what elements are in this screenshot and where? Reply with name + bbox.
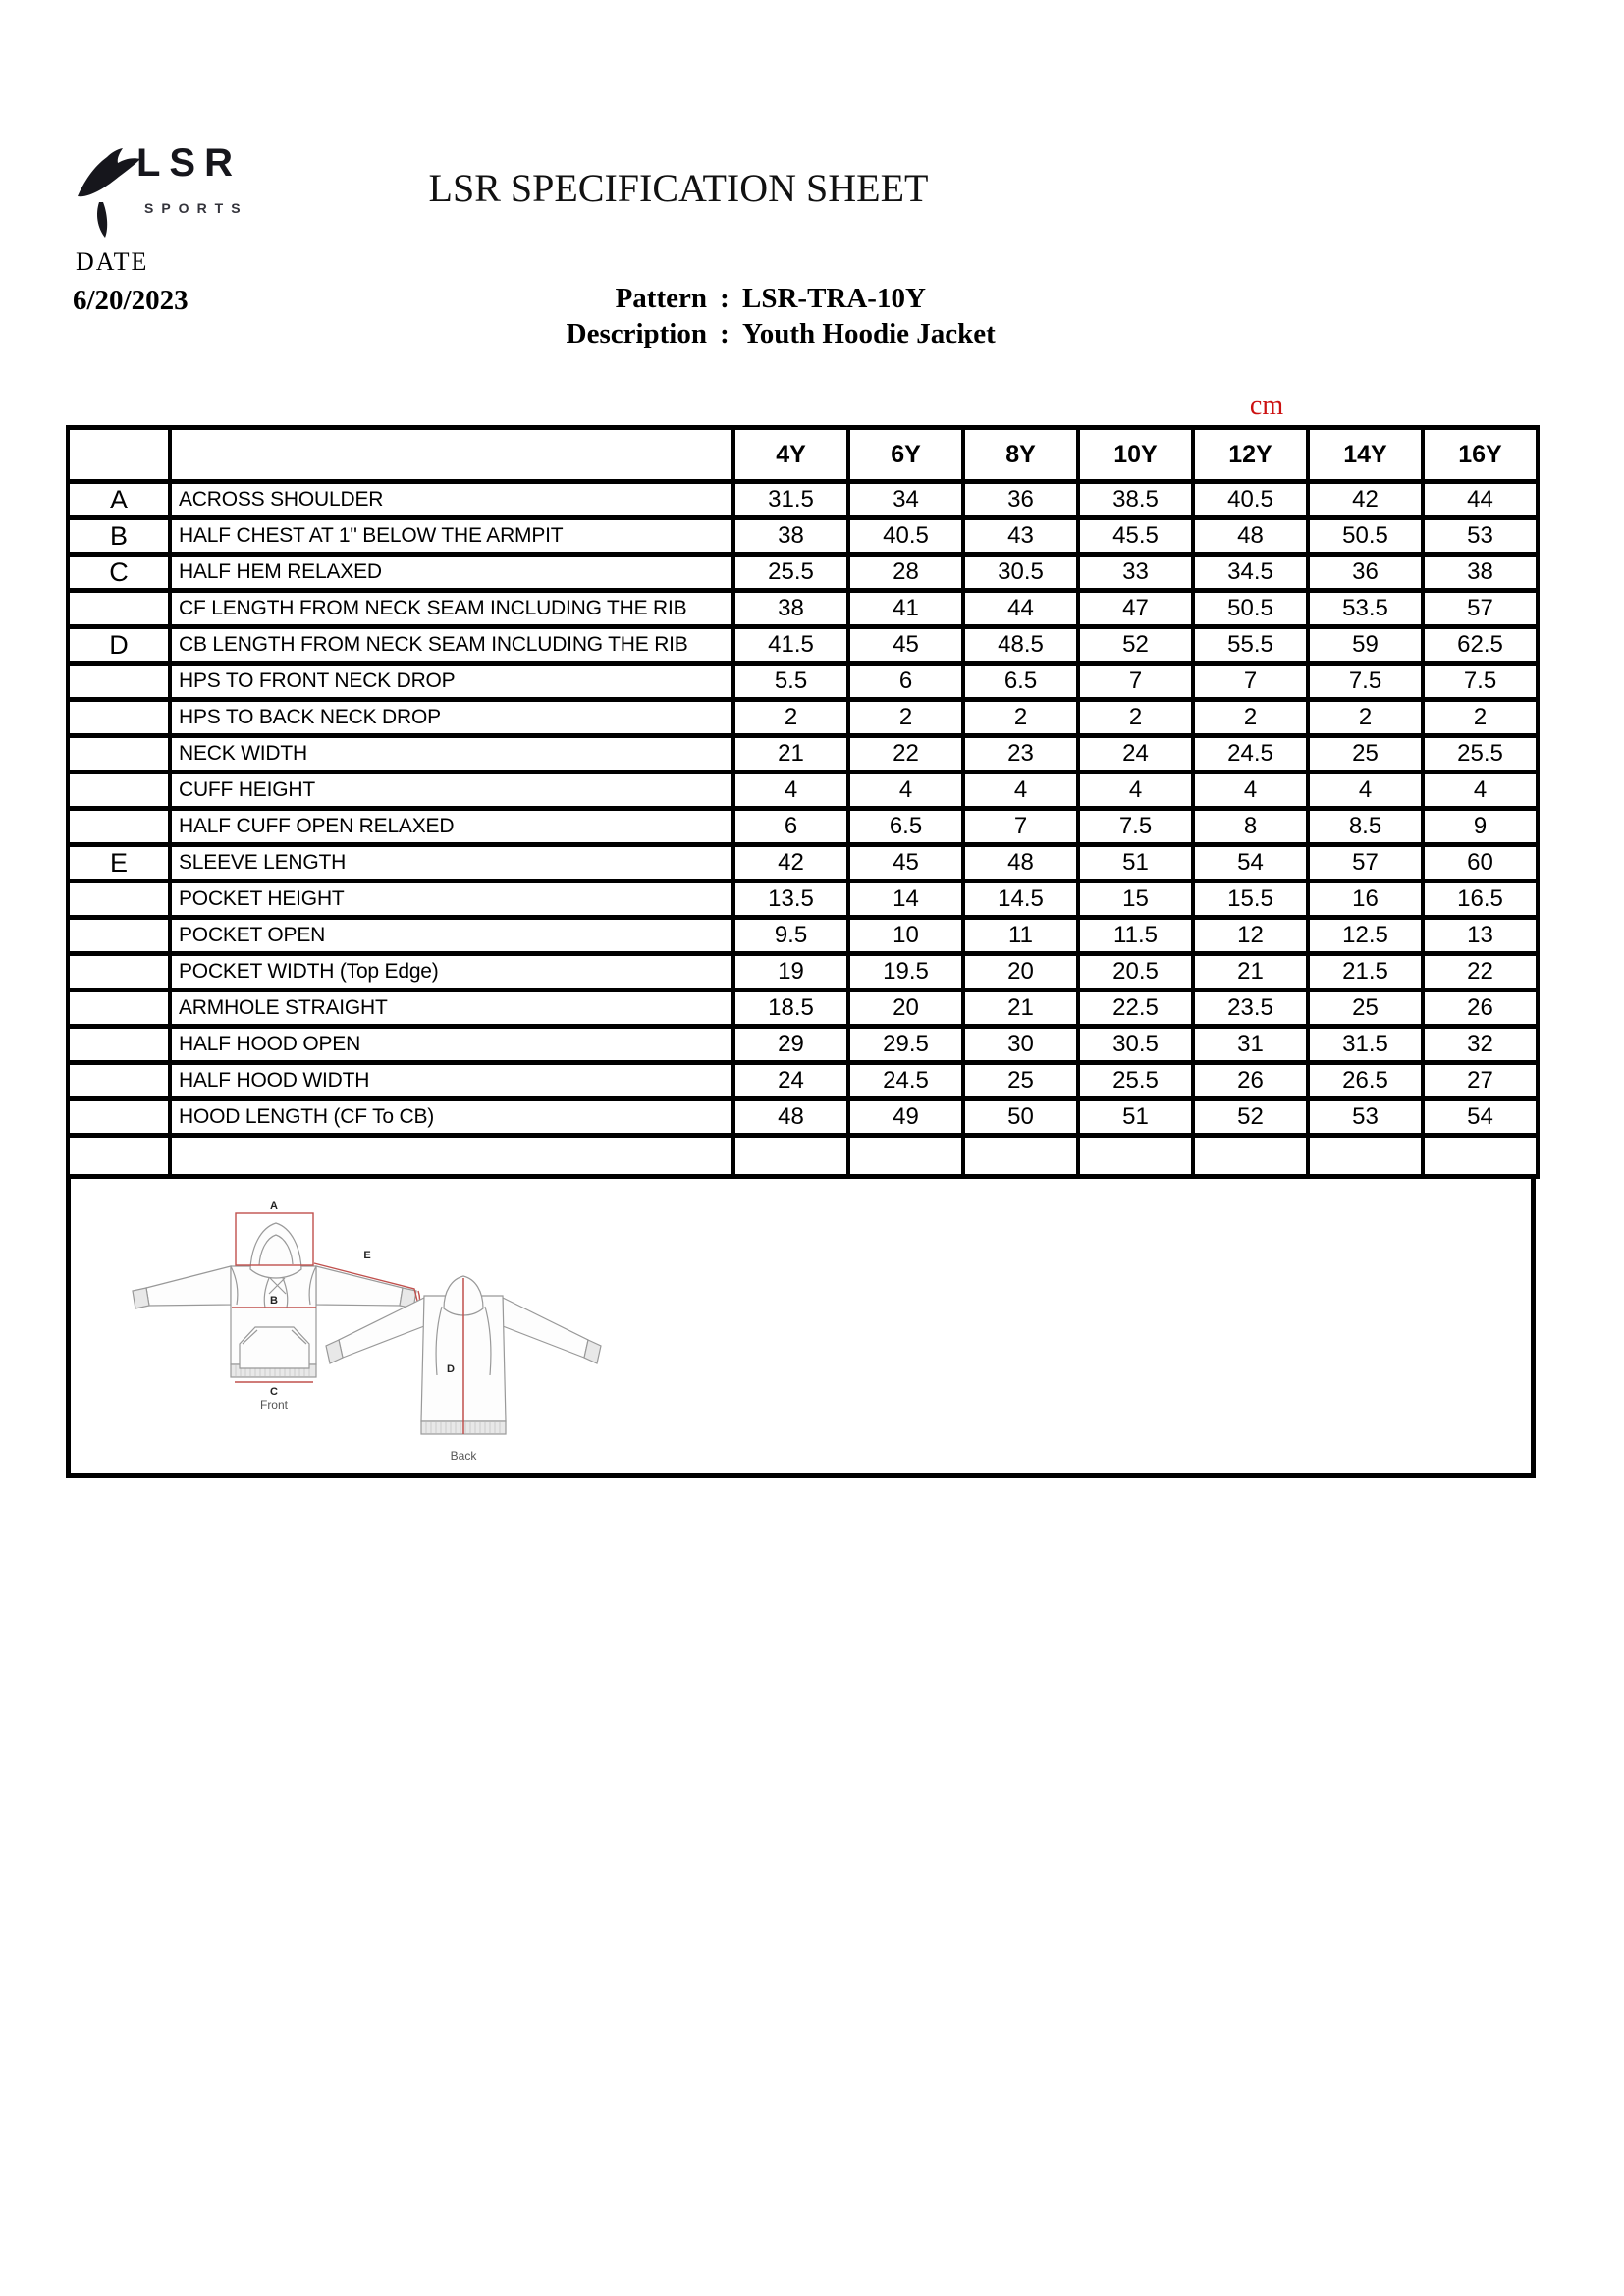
size-value-cell: 52	[1078, 627, 1193, 664]
size-value-cell: 23	[963, 736, 1078, 773]
size-header-cell: 6Y	[848, 428, 963, 482]
size-value-cell: 23.5	[1193, 990, 1308, 1027]
size-value-cell: 2	[1308, 700, 1423, 736]
size-value-cell: 4	[1423, 773, 1538, 809]
table-row	[68, 591, 1538, 627]
size-header-row	[68, 428, 1538, 482]
row-name-cell: CF LENGTH FROM NECK SEAM INCLUDING THE RIB	[170, 591, 733, 627]
size-value-cell: 8.5	[1308, 809, 1423, 845]
header-blank-cell	[170, 428, 733, 482]
size-value-cell: 7	[1193, 664, 1308, 700]
front-view-label: Front	[259, 1398, 289, 1412]
description-colon: :	[720, 318, 730, 350]
empty-cell	[1193, 1136, 1308, 1177]
size-value-cell: 4	[848, 773, 963, 809]
date-label: DATE	[76, 247, 149, 276]
size-value-cell: 7.5	[1078, 809, 1193, 845]
table-row	[68, 1027, 1538, 1063]
size-value-cell: 59	[1308, 627, 1423, 664]
size-value-cell: 31.5	[1308, 1027, 1423, 1063]
size-value-cell: 38	[733, 518, 848, 555]
empty-cell	[170, 1136, 733, 1177]
size-value-cell: 7.5	[1423, 664, 1538, 700]
size-value-cell: 13	[1423, 918, 1538, 954]
size-value-cell: 45	[848, 627, 963, 664]
table-row	[68, 954, 1538, 990]
size-value-cell: 9	[1423, 809, 1538, 845]
table-row	[68, 664, 1538, 700]
dim-label-d: D	[447, 1363, 455, 1375]
size-value-cell: 38	[1423, 555, 1538, 591]
row-letter-cell	[68, 700, 170, 736]
size-value-cell: 41.5	[733, 627, 848, 664]
size-value-cell: 48	[1193, 518, 1308, 555]
unit-label: cm	[1249, 391, 1284, 421]
size-value-cell: 2	[1078, 700, 1193, 736]
size-value-cell: 20.5	[1078, 954, 1193, 990]
logo-subtext: SPORTS	[144, 200, 248, 216]
size-value-cell: 30.5	[963, 555, 1078, 591]
table-row	[68, 1099, 1538, 1136]
size-value-cell: 7.5	[1308, 664, 1423, 700]
size-value-cell: 32	[1423, 1027, 1538, 1063]
size-value-cell: 27	[1423, 1063, 1538, 1099]
size-value-cell: 50.5	[1308, 518, 1423, 555]
size-value-cell: 50	[963, 1099, 1078, 1136]
size-value-cell: 26	[1423, 990, 1538, 1027]
size-value-cell: 48.5	[963, 627, 1078, 664]
size-value-cell: 8	[1193, 809, 1308, 845]
size-value-cell: 7	[963, 809, 1078, 845]
empty-cell	[1308, 1136, 1423, 1177]
size-value-cell: 34	[848, 482, 963, 518]
size-value-cell: 62.5	[1423, 627, 1538, 664]
table-row	[68, 555, 1538, 591]
size-value-cell: 24.5	[848, 1063, 963, 1099]
size-value-cell: 30	[963, 1027, 1078, 1063]
size-value-cell: 52	[1193, 1099, 1308, 1136]
row-name-cell: HALF HOOD WIDTH	[170, 1063, 733, 1099]
size-value-cell: 9.5	[733, 918, 848, 954]
size-value-cell: 4	[1078, 773, 1193, 809]
row-letter-cell	[68, 881, 170, 918]
row-name-cell: HOOD LENGTH (CF To CB)	[170, 1099, 733, 1136]
size-value-cell: 2	[733, 700, 848, 736]
size-value-cell: 54	[1423, 1099, 1538, 1136]
size-value-cell: 22	[1423, 954, 1538, 990]
row-name-cell: ACROSS SHOULDER	[170, 482, 733, 518]
row-name-cell: POCKET WIDTH (Top Edge)	[170, 954, 733, 990]
size-value-cell: 55.5	[1193, 627, 1308, 664]
size-value-cell: 29	[733, 1027, 848, 1063]
size-value-cell: 5.5	[733, 664, 848, 700]
diagram-box	[66, 1179, 1536, 1478]
size-value-cell: 57	[1308, 845, 1423, 881]
size-value-cell: 7	[1078, 664, 1193, 700]
row-letter-cell: B	[68, 518, 170, 555]
size-value-cell: 31.5	[733, 482, 848, 518]
size-value-cell: 2	[1423, 700, 1538, 736]
size-value-cell: 21.5	[1308, 954, 1423, 990]
size-value-cell: 40.5	[1193, 482, 1308, 518]
size-value-cell: 54	[1193, 845, 1308, 881]
size-value-cell: 31	[1193, 1027, 1308, 1063]
row-letter-cell	[68, 918, 170, 954]
row-letter-cell	[68, 736, 170, 773]
logo-text: LSR	[136, 141, 242, 185]
row-letter-cell	[68, 809, 170, 845]
size-value-cell: 2	[963, 700, 1078, 736]
sheet-body	[66, 425, 1536, 1478]
row-letter-cell: A	[68, 482, 170, 518]
size-value-cell: 6	[848, 664, 963, 700]
size-header-cell: 4Y	[733, 428, 848, 482]
table-row	[68, 518, 1538, 555]
row-name-cell: HPS TO BACK NECK DROP	[170, 700, 733, 736]
size-value-cell: 51	[1078, 1099, 1193, 1136]
size-value-cell: 6.5	[963, 664, 1078, 700]
row-name-cell: HALF HEM RELAXED	[170, 555, 733, 591]
table-header-row	[68, 428, 1538, 482]
size-value-cell: 36	[1308, 555, 1423, 591]
table-row	[68, 845, 1538, 881]
dim-label-e: E	[363, 1250, 371, 1261]
table-row	[68, 773, 1538, 809]
size-value-cell: 20	[848, 990, 963, 1027]
table-row	[68, 990, 1538, 1027]
back-view-label: Back	[450, 1449, 477, 1463]
size-value-cell: 16	[1308, 881, 1423, 918]
table-row	[68, 809, 1538, 845]
row-name-cell: POCKET HEIGHT	[170, 881, 733, 918]
size-value-cell: 12.5	[1308, 918, 1423, 954]
row-letter-cell: C	[68, 555, 170, 591]
dim-label-a: A	[270, 1201, 278, 1212]
row-letter-cell	[68, 954, 170, 990]
row-name-cell: NECK WIDTH	[170, 736, 733, 773]
row-letter-cell: E	[68, 845, 170, 881]
bird-swoosh-icon	[74, 139, 142, 242]
size-value-cell: 49	[848, 1099, 963, 1136]
size-value-cell: 43	[963, 518, 1078, 555]
size-value-cell: 19.5	[848, 954, 963, 990]
row-letter-cell	[68, 591, 170, 627]
dim-label-c: C	[270, 1386, 278, 1398]
page-title: LSR SPECIFICATION SHEET	[428, 166, 929, 210]
size-value-cell: 44	[963, 591, 1078, 627]
size-value-cell: 26.5	[1308, 1063, 1423, 1099]
size-value-cell: 45	[848, 845, 963, 881]
size-value-cell: 41	[848, 591, 963, 627]
size-header-cell: 14Y	[1308, 428, 1423, 482]
table-row	[68, 881, 1538, 918]
hoodie-technical-drawing	[71, 1179, 1531, 1468]
row-name-cell: HALF CHEST AT 1" BELOW THE ARMPIT	[170, 518, 733, 555]
size-value-cell: 4	[1193, 773, 1308, 809]
empty-cell	[1423, 1136, 1538, 1177]
measurement-rows	[68, 482, 1538, 1177]
row-name-cell: CUFF HEIGHT	[170, 773, 733, 809]
row-name-cell: HPS TO FRONT NECK DROP	[170, 664, 733, 700]
size-value-cell: 24.5	[1193, 736, 1308, 773]
size-value-cell: 51	[1078, 845, 1193, 881]
row-letter-cell	[68, 1027, 170, 1063]
row-name-cell: HALF CUFF OPEN RELAXED	[170, 809, 733, 845]
size-value-cell: 48	[733, 1099, 848, 1136]
size-value-cell: 29.5	[848, 1027, 963, 1063]
size-value-cell: 25.5	[733, 555, 848, 591]
table-row	[68, 736, 1538, 773]
size-value-cell: 36	[963, 482, 1078, 518]
size-value-cell: 4	[963, 773, 1078, 809]
size-value-cell: 22	[848, 736, 963, 773]
size-value-cell: 18.5	[733, 990, 848, 1027]
table-row	[68, 627, 1538, 664]
size-value-cell: 11	[963, 918, 1078, 954]
size-value-cell: 2	[1193, 700, 1308, 736]
size-value-cell: 24	[1078, 736, 1193, 773]
size-value-cell: 6	[733, 809, 848, 845]
size-header-cell: 10Y	[1078, 428, 1193, 482]
size-value-cell: 53	[1308, 1099, 1423, 1136]
size-header-cell: 8Y	[963, 428, 1078, 482]
size-value-cell: 60	[1423, 845, 1538, 881]
row-letter-cell	[68, 773, 170, 809]
size-value-cell: 25.5	[1078, 1063, 1193, 1099]
size-value-cell: 20	[963, 954, 1078, 990]
size-value-cell: 13.5	[733, 881, 848, 918]
row-name-cell: CB LENGTH FROM NECK SEAM INCLUDING THE RIB	[170, 627, 733, 664]
size-value-cell: 38	[733, 591, 848, 627]
size-value-cell: 33	[1078, 555, 1193, 591]
size-value-cell: 44	[1423, 482, 1538, 518]
dim-label-b: B	[270, 1295, 278, 1307]
company-logo	[74, 139, 270, 242]
pattern-label: Pattern	[615, 283, 707, 314]
empty-row	[68, 1136, 1538, 1177]
empty-cell	[848, 1136, 963, 1177]
size-header-cell: 16Y	[1423, 428, 1538, 482]
size-value-cell: 2	[848, 700, 963, 736]
row-name-cell: SLEEVE LENGTH	[170, 845, 733, 881]
row-name-cell: ARMHOLE STRAIGHT	[170, 990, 733, 1027]
empty-cell	[68, 1136, 170, 1177]
size-value-cell: 21	[1193, 954, 1308, 990]
empty-cell	[733, 1136, 848, 1177]
size-value-cell: 53	[1423, 518, 1538, 555]
table-row	[68, 1063, 1538, 1099]
row-letter-cell: D	[68, 627, 170, 664]
table-row	[68, 482, 1538, 518]
size-value-cell: 45.5	[1078, 518, 1193, 555]
description-value: Youth Hoodie Jacket	[742, 318, 996, 350]
size-value-cell: 21	[963, 990, 1078, 1027]
size-value-cell: 21	[733, 736, 848, 773]
pattern-value: LSR-TRA-10Y	[742, 283, 926, 314]
size-value-cell: 50.5	[1193, 591, 1308, 627]
size-value-cell: 14.5	[963, 881, 1078, 918]
size-value-cell: 38.5	[1078, 482, 1193, 518]
row-letter-cell	[68, 990, 170, 1027]
size-value-cell: 4	[733, 773, 848, 809]
row-letter-cell	[68, 1063, 170, 1099]
size-value-cell: 15	[1078, 881, 1193, 918]
row-name-cell: POCKET OPEN	[170, 918, 733, 954]
date-value: 6/20/2023	[73, 285, 189, 316]
size-header-cell: 12Y	[1193, 428, 1308, 482]
size-value-cell: 25	[1308, 990, 1423, 1027]
size-value-cell: 26	[1193, 1063, 1308, 1099]
pattern-description-block	[535, 283, 996, 351]
size-value-cell: 42	[733, 845, 848, 881]
size-value-cell: 40.5	[848, 518, 963, 555]
size-value-cell: 12	[1193, 918, 1308, 954]
description-label: Description	[566, 318, 707, 350]
size-value-cell: 11.5	[1078, 918, 1193, 954]
size-value-cell: 24	[733, 1063, 848, 1099]
size-value-cell: 57	[1423, 591, 1538, 627]
empty-cell	[1078, 1136, 1193, 1177]
size-value-cell: 42	[1308, 482, 1423, 518]
row-letter-cell	[68, 1099, 170, 1136]
table-row	[68, 918, 1538, 954]
pattern-colon: :	[720, 283, 730, 314]
size-value-cell: 28	[848, 555, 963, 591]
size-value-cell: 19	[733, 954, 848, 990]
size-value-cell: 10	[848, 918, 963, 954]
header-blank-cell	[68, 428, 170, 482]
row-letter-cell	[68, 664, 170, 700]
size-value-cell: 14	[848, 881, 963, 918]
size-value-cell: 48	[963, 845, 1078, 881]
size-value-cell: 25	[1308, 736, 1423, 773]
size-value-cell: 15.5	[1193, 881, 1308, 918]
spec-table	[66, 425, 1540, 1179]
empty-cell	[963, 1136, 1078, 1177]
size-value-cell: 47	[1078, 591, 1193, 627]
size-value-cell: 25.5	[1423, 736, 1538, 773]
size-value-cell: 53.5	[1308, 591, 1423, 627]
size-value-cell: 30.5	[1078, 1027, 1193, 1063]
size-value-cell: 16.5	[1423, 881, 1538, 918]
row-name-cell: HALF HOOD OPEN	[170, 1027, 733, 1063]
size-value-cell: 34.5	[1193, 555, 1308, 591]
table-row	[68, 700, 1538, 736]
size-value-cell: 4	[1308, 773, 1423, 809]
size-value-cell: 6.5	[848, 809, 963, 845]
size-value-cell: 25	[963, 1063, 1078, 1099]
size-value-cell: 22.5	[1078, 990, 1193, 1027]
